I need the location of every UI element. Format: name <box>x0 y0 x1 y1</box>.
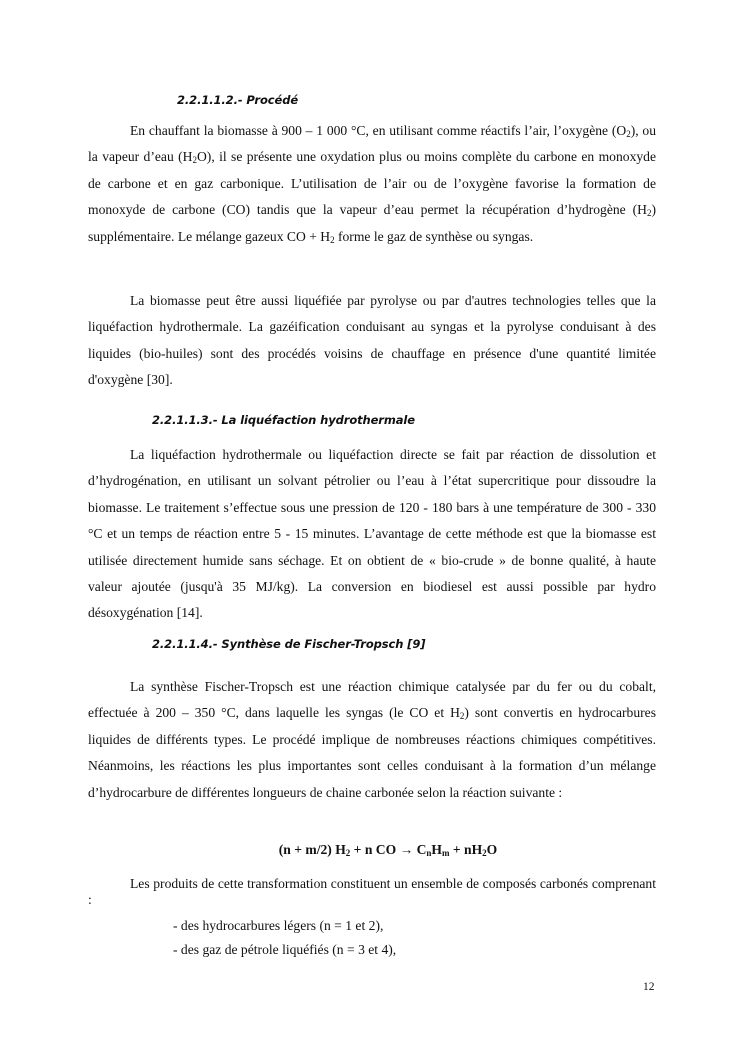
p1-sub-3: 2 <box>646 208 652 219</box>
section-heading-liquefaction: 2.2.1.1.3.- La liquéfaction hydrothermale <box>152 413 415 427</box>
eq-part-2: + n CO → C <box>350 842 427 857</box>
list-item: - des gaz de pétrole liquéfiés (n = 3 et 4), <box>173 942 397 957</box>
eq-part-4: + nH <box>449 842 483 857</box>
p3-text: La liquéfaction hydrothermale ou liquéfaction directe se fait par réaction de dissolution et d’hydrogénation, en utilisant un solvant pétrolier ou l’eau à l’état supercritique pour dissoudre la biomasse. Le traitement s’effectue sous une pression de 120 - 180 bars à une température de 300 - 330 °C et un temps de réaction entre 5 - 15 minutes. L’avantage de cette méthode est que la biomasse est utilisée directement humide sans séchage. Et on obtient de « bio-crude » de bonne qualité, à haute valeur ajoutée (jusqu'à 35 MJ/kg). La conversion en biodiesel est aussi possible par hydro désoxygénation [14]. <box>88 447 656 621</box>
eq-sub-4: 2 <box>482 848 487 858</box>
eq-part-5: O <box>486 842 498 857</box>
p1-text-5: forme le gaz de synthèse ou syngas. <box>334 228 534 244</box>
eq-sub-2: n <box>426 848 432 858</box>
p4-text-1: La synthèse Fischer-Tropsch est une réaction chimique catalysée par du fer ou du cobalt, effectuée à 200 – 350 °C, dans laquelle les syngas (le CO et H <box>88 679 656 721</box>
paragraph-fischer-tropsch <box>88 674 656 806</box>
paragraph-liquefaction-intro <box>88 288 656 394</box>
paragraph-procede <box>88 118 656 250</box>
eq-sub-1: 2 <box>345 848 351 858</box>
p4-sub-1: 2 <box>459 711 465 722</box>
p1-text-3: O), il se présente une oxydation plus ou moins complète du carbone en monoxyde de carbone et en gaz carbonique. L’utilisation de l’air ou de l’oxygène favorise la formation de monoxyde de carbone (CO) tandis que la vapeur d’eau permet la récupération d’hydrogène (H <box>88 149 656 218</box>
p4-text-2: ) sont convertis en hydrocarbures liquides de différents types. Le procédé implique de nombreuses réactions chimiques compétitives. Néanmoins, les réactions les plus importantes sont celles conduisant à la formation d’un mélange d’hydrocarbure de différentes longueurs de chaine carbonée selon la réaction suivante : <box>88 705 656 800</box>
section-heading-fischer-tropsch: 2.2.1.1.4.- Synthèse de Fischer-Tropsch [9] <box>152 637 426 651</box>
page-number: 12 <box>643 981 655 993</box>
p1-sub-1: 2 <box>626 129 631 139</box>
p1-sub-2: 2 <box>192 155 197 166</box>
p1-text-2: ), ou la vapeur d’eau (H <box>88 123 656 165</box>
eq-sub-3: m <box>441 848 450 858</box>
p5-text: Les produits de cette transformation constituent un ensemble de composés carbonés comprenant : <box>88 876 656 907</box>
p1-text-1: En chauffant la biomasse à 900 – 1 000 °C, en utilisant comme réactifs l’air, l’oxygène (O <box>130 123 627 138</box>
eq-part-3: H <box>431 842 442 857</box>
paragraph-liquefaction <box>88 442 656 627</box>
p1-sub-4: 2 <box>330 234 335 245</box>
p1-text-4: ) supplémentaire. Le mélange gazeux CO + H <box>88 202 656 244</box>
p2-text: La biomasse peut être aussi liquéfiée par pyrolyse ou par d'autres technologies telles que la liquéfaction hydrothermale. La gazéification conduisant au syngas et la pyrolyse conduisant à des liquides (bio-huiles) sont des procédés voisins de chauffage en présence d'une quantité limitée d'oxygène [30]. <box>88 293 656 388</box>
reaction-equation <box>88 842 688 858</box>
paragraph-products <box>88 876 656 908</box>
list-item: - des hydrocarbures légers (n = 1 et 2), <box>173 918 384 933</box>
eq-part-1: (n + m/2) H <box>278 842 346 857</box>
section-heading-procede: 2.2.1.1.2.- Procédé <box>177 93 299 107</box>
